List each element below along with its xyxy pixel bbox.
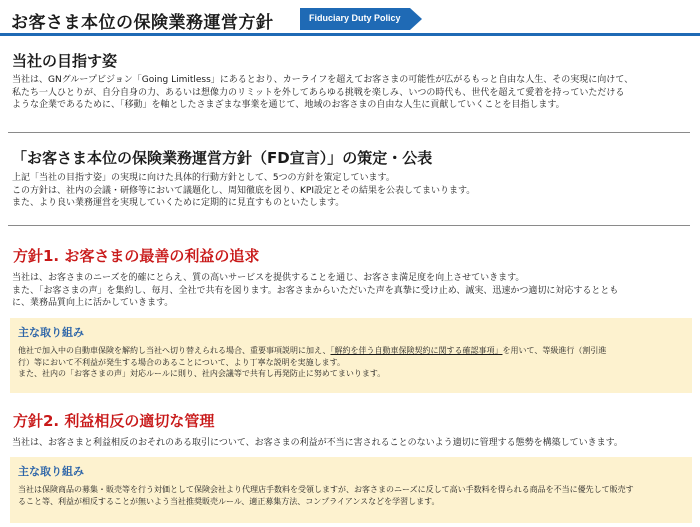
policy2-initiatives-body xyxy=(18,484,686,507)
page-header xyxy=(0,0,700,36)
policy1-heading: 方針1. お客さまの最善の利益の追求 xyxy=(13,247,260,265)
policy1-initiatives-title: 主な取り組み xyxy=(18,326,84,339)
section-divider xyxy=(8,225,690,226)
fd-paragraph xyxy=(12,172,692,210)
policy2-paragraph xyxy=(12,437,692,450)
page-title: お客さま本位の保険業務運営方針 xyxy=(11,13,274,33)
policy1-line: また、「お客さまの声」を集約し、毎月、全社で共有を図ります。お客さまからいただいた声を真摯に受け止め、誠実、迅速かつ適切に対応するととも xyxy=(12,285,619,296)
initiative-line: 行）等において不利益が発生する場合のあることについて、より丁寧な説明を実施します。 xyxy=(18,357,346,367)
policy1-paragraph xyxy=(12,272,692,310)
aim-line: 当社は、GNグループビジョン「Going Limitless」にあるとおり、カーライフを超えてお客さまの可能性が広がるもっと自由な人生、その実現に向けて、 xyxy=(12,75,634,85)
fiduciary-duty-tag xyxy=(300,8,422,30)
section-divider xyxy=(8,132,690,133)
initiative-line: また、社内の「お客さまの声」対応ルールに則り、社内会議等で共有し再発防止に努めてまいります。 xyxy=(18,369,386,378)
policy2-heading: 方針2. 利益相反の適切な管理 xyxy=(13,412,215,430)
fd-heading: 「お客さま本位の保険業務運営方針（FD宣言）」の策定・公表 xyxy=(12,149,433,167)
fd-line: この方針は、社内の会議・研修等において議題化し、周知徹底を図り、KPI設定とその結果を公表してまいります。 xyxy=(12,185,476,196)
policy1-initiatives-box xyxy=(10,318,692,393)
initiative-line: ること等、利益が相反することが無いよう当社推奨販売ルール、適正募集方法、コンプライアンスなどを学習します。 xyxy=(18,496,440,506)
header-divider xyxy=(0,33,700,36)
aim-line: 私たち一人ひとりが、自分自身の力、あるいは想像力のリミットを外してあらゆる挑戦を楽しみ、いつの時代も、世代を超えて愛着を持っていただける xyxy=(12,87,625,98)
fd-line: 上記「当社の目指す姿」の実現に向けた具体的行動方針として、5つの方針を策定しています。 xyxy=(12,173,395,183)
aim-heading: 当社の目指す姿 xyxy=(12,52,118,70)
tag-label: Fiduciary Duty Policy xyxy=(309,13,401,23)
fd-line: また、より良い業務運営を実現していくために定期的に見直すものといたします。 xyxy=(12,198,345,208)
initiative-line: 当社は保険商品の募集・販売等を行う対価として保険会社より代理店手数料を受領しますが、お客さまのニーズに反して高い手数料を得られる商品を不当に優先して販売す xyxy=(18,485,634,494)
aim-line: ような企業であるために、「移動」を軸としたさまざまな事業を通じて、地域のお客さまの自由な人生に貢献していくことを目指します。 xyxy=(12,100,565,110)
policy1-line: に、業務品質向上に活かしていきます。 xyxy=(12,298,174,308)
policy1-line: 当社は、お客さまのニーズを的確にとらえ、質の高いサービスを提供することを通じ、お客さま満足度を向上させていきます。 xyxy=(12,273,525,283)
policy2-initiatives-title: 主な取り組み xyxy=(18,465,84,478)
confirmation-document-name: 「解約を伴う自動車保険契約に関する確認事項」 xyxy=(330,346,503,355)
initiative-line: 他社で加入中の自動車保険を解約し当社へ切り替えられる場合、重要事項説明に加え、「解約を伴う自動車保険契約に関する確認事項」を用いて、等級進行（割引進 xyxy=(18,346,607,355)
policy1-initiatives-body xyxy=(18,345,686,380)
policy2-initiatives-box xyxy=(10,457,692,523)
aim-paragraph xyxy=(12,74,692,112)
policy2-line: 当社は、お客さまと利益相反のおそれのある取引について、お客さまの利益が不当に害されることのないよう適切に管理する態勢を構築していきます。 xyxy=(12,438,623,448)
